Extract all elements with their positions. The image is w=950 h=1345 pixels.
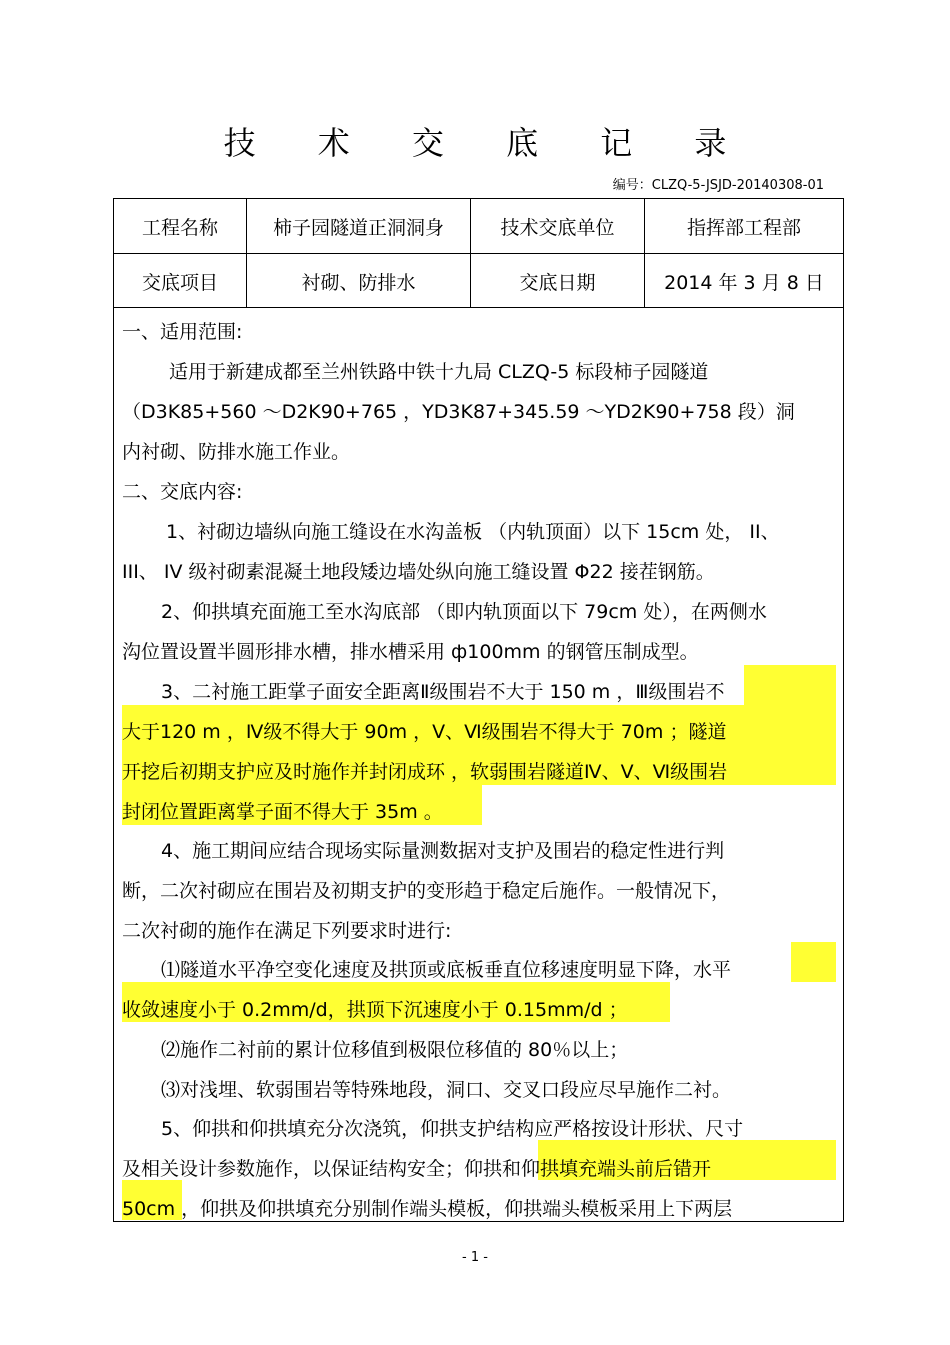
- para-3-line-1-a: 3、二衬施工距掌子面安全距离Ⅱ级围岩不大于 150 m ，: [161, 681, 636, 703]
- para-1-line-1: 1、衬砌边墙纵向施工缝设在水沟盖板 （内轨顶面）以下 15cm 处， II、: [166, 521, 780, 543]
- section-1-line-2: （D3K85+560 ～D2K90+765 ，YD3K87+345.59 ～YD2K90+758 段）洞: [122, 401, 795, 423]
- unit-label: 技术交底单位: [500, 216, 615, 239]
- para-5-line-2-b: 和仰拱填充端头前后错开: [502, 1158, 712, 1180]
- date-value: 2014 年 3 月 8 日: [664, 271, 824, 294]
- highlight-p3-end: [744, 665, 836, 705]
- page-number: - 1 -: [462, 1250, 488, 1265]
- para-5-line-3-b: ，仰拱及仰拱填充分别制作端头模板，仰拱端头模板采用上下两层: [181, 1198, 733, 1220]
- para-3-line-2: 大于120 m ，Ⅳ级不得大于 90m ，Ⅴ、Ⅵ级围岩不得大于 70m ；隧道: [122, 721, 727, 743]
- para-5-line-3: [122, 1197, 732, 1221]
- para-5-line-2: [122, 1157, 711, 1181]
- cond-2: ⑵施作二衬前的累计位移值到极限位移值的 80％以上；: [161, 1039, 629, 1061]
- section-2-heading: 二、交底内容:: [122, 481, 243, 503]
- project-name-label: 工程名称: [141, 216, 218, 239]
- para-5-line-1: 5、仰拱和仰拱填充分次浇筑，仰拱支护结构应严格按设计形状、尺寸: [161, 1118, 744, 1140]
- para-1-line-2: III、 IV 级衬砌素混凝土地段矮边墙处纵向施工缝设置 Φ22 接茬钢筋。: [122, 561, 715, 583]
- para-5-line-3-a: 50cm: [122, 1198, 182, 1220]
- para-3-line-1: [161, 680, 724, 704]
- record-table: [113, 198, 844, 1222]
- para-4-line-1: 4、施工期间应结合现场实际量测数据对支护及围岩的稳定性进行判: [161, 840, 725, 862]
- para-4-line-3: 二次衬砌的施作在满足下列要求时进行:: [122, 920, 452, 942]
- document-title: 技 术 交 底 记 录: [223, 124, 753, 162]
- para-3-line-3: 开挖后初期支护应及时施作并封闭成环 ，软弱围岩隧道Ⅳ、Ⅴ、Ⅵ级围岩: [122, 761, 728, 783]
- section-1-line-1: 适用于新建成都至兰州铁路中铁十九局 CLZQ-5 标段柿子园隧道: [169, 361, 709, 383]
- highlight-c1-end: [791, 942, 836, 982]
- cond-1-line-1: ⑴隧道水平净空变化速度及拱顶或底板垂直位移速度明显下降，水平: [161, 959, 732, 981]
- para-2-line-1: 2、仰拱填充面施工至水沟底部 （即内轨顶面以下 79cm 处），在两侧水: [161, 601, 767, 623]
- date-label: 交底日期: [519, 271, 596, 294]
- para-4-line-2: 断，二次衬砌应在围岩及初期支护的变形趋于稳定后施作。一般情况下，: [122, 880, 731, 902]
- para-3-line-4: 封闭位置距离掌子面不得大于 35m 。: [122, 801, 443, 823]
- section-1-heading: 一、适用范围:: [122, 321, 243, 343]
- document-number: 编号：CLZQ-5-JSJD-20140308-01: [612, 178, 824, 193]
- section-1-line-3: 内衬砌、防排水施工作业。: [122, 441, 351, 463]
- item-label: 交底项目: [141, 271, 218, 294]
- cond-1-line-2: 收敛速度小于 0.2mm/d，拱顶下沉速度小于 0.15mm/d ；: [122, 999, 628, 1021]
- para-2-line-2: 沟位置设置半圆形排水槽，排水槽采用 ф100mm 的钢管压制成型。: [122, 641, 699, 663]
- para-3-line-1-b: Ⅲ级围岩不: [635, 681, 725, 703]
- para-5-line-2-a: 及相关设计参数施作，以保证结构安全；仰拱: [122, 1158, 503, 1180]
- project-name-value: 柿子园隧道正洞洞身: [272, 216, 444, 239]
- unit-value: 指挥部工程部: [686, 216, 801, 239]
- cond-3: ⑶对浅埋、软弱围岩等特殊地段，洞口、交叉口段应尽早施作二衬。: [161, 1079, 732, 1101]
- item-value: 衬砌、防排水: [301, 271, 416, 294]
